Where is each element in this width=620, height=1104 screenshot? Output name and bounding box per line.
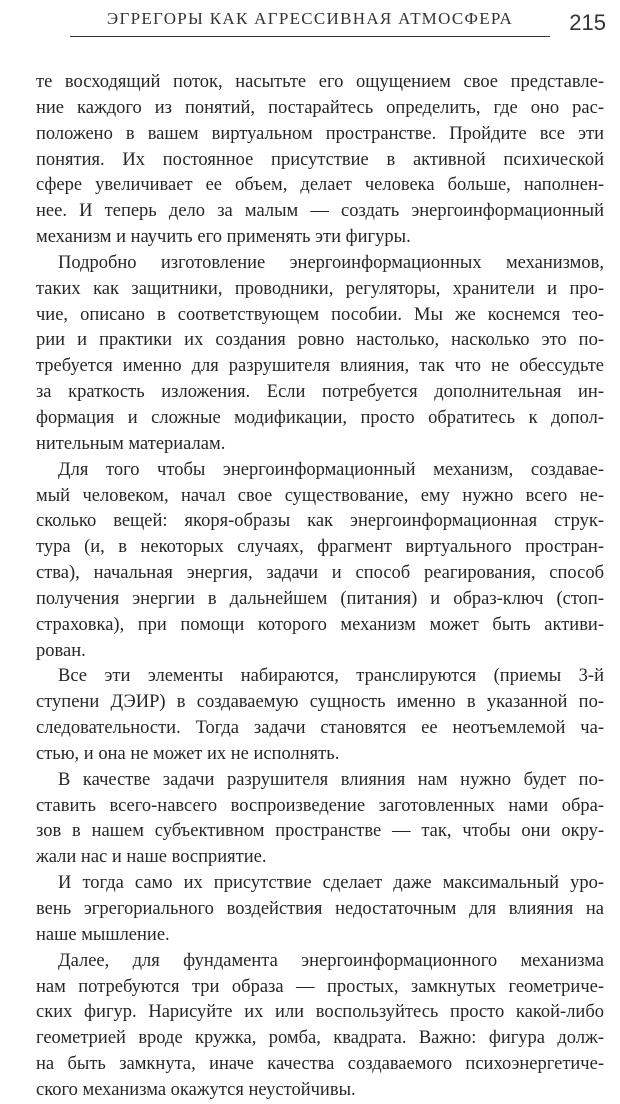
text-line: таких как защитники, проводники, регуляторы, хранители и про-	[36, 278, 604, 299]
body-text	[36, 70, 604, 1104]
text-line: стью, и она не может их не исполнять.	[36, 743, 340, 764]
text-line: ступени ДЭИР) в создаваемую сущность именно в указанной по-	[36, 692, 604, 713]
text-line: мый человеком, начал свое существование, ему нужно всего не-	[36, 485, 604, 506]
text-line: ских фигур. Нарисуйте их или воспользуйтесь просто какой-либо	[36, 1002, 604, 1023]
text-line: сколько вещей: якоря-образы как энергоинформационная струк-	[36, 511, 604, 532]
text-line: ставить всего-навсего воспроизведение заготовленных нами обра-	[36, 795, 604, 816]
page-number: 215	[569, 10, 606, 35]
text-line: жали нас и наше восприятие.	[36, 847, 267, 868]
chapter-title: ЭГРЕГОРЫ КАК АГРЕССИВНАЯ АТМОСФЕРА	[106, 9, 514, 28]
text-line: В качестве задачи разрушителя влияния нам нужно будет по-	[58, 769, 604, 790]
text-line: ского механизма окажутся неустойчивы.	[36, 1079, 356, 1100]
text-line: те восходящий поток, насытьте его ощущением свое представле-	[36, 72, 604, 92]
text-line: положено в вашем виртуальном пространстве. Пройдите все эти	[36, 123, 604, 144]
text-line: зов в нашем субъективном пространстве — так, чтобы они окру-	[36, 821, 604, 842]
text-line: требуется именно для разрушителя влияния, так что не обессудьте	[36, 356, 604, 377]
running-header	[70, 8, 550, 37]
text-line: геометрией вроде кружка, ромба, квадрата. Важно: фигура долж-	[36, 1028, 604, 1049]
text-line: Для того чтобы энергоинформационный механизм, создавае-	[58, 459, 604, 480]
text-line: нам потребуются три образа — простых, замкнутых геометриче-	[36, 976, 604, 997]
text-line: понятия. Их постоянное присутствие в активной психической	[36, 149, 604, 170]
text-line: ние каждого из понятий, постарайтесь определить, где оно рас-	[36, 97, 604, 118]
text-line: И тогда само их присутствие сделает даже максимальный уро-	[58, 873, 604, 894]
text-line: сфере увеличивает ее объем, делает человека больше, наполнен-	[36, 175, 604, 196]
text-line: на быть замкнута, иначе качества создаваемого психоэнергетиче-	[36, 1054, 604, 1075]
text-line: следовательности. Тогда задачи становятся ее неотъемлемой ча-	[36, 718, 604, 739]
text-line: Все эти элементы набираются, транслируются (приемы 3-й	[58, 666, 604, 687]
text-line: ства), начальная энергия, задачи и способ реагирования, способ	[36, 563, 604, 584]
text-line: за краткость изложения. Если потребуется дополнительная ин-	[36, 382, 604, 403]
text-line: тура (и, в некоторых случаях, фрагмент виртуального простран-	[36, 537, 604, 558]
text-line: механизм и научить его применять эти фигуры.	[36, 227, 411, 248]
text-line: Подробно изготовление энергоинформационных механизмов,	[58, 252, 604, 273]
text-line: чие, описано в соответствующем пособии. Мы же коснемся тео-	[36, 304, 604, 325]
text-line: вень эгрегориального воздействия недостаточным для влияния на	[36, 899, 604, 919]
text-line: рии и практики их создания ровно настолько, насколько это по-	[36, 330, 604, 351]
text-line: нительным материалам.	[36, 433, 226, 454]
text-line: формация и сложные модификации, просто обратитесь к допол-	[36, 407, 604, 428]
text-line: Далее, для фундамента энергоинформационного механизма	[58, 950, 604, 971]
text-line: получения энергии в дальнейшем (питания) и образ-ключ (стоп-	[36, 588, 604, 609]
text-line: страховка), при помощи которого механизм может быть активи-	[36, 614, 604, 635]
text-line: нее. И теперь дело за малым — создать энергоинформационный	[36, 201, 604, 222]
text-line: рован.	[36, 640, 86, 661]
text-line: наше мышление.	[36, 924, 170, 945]
